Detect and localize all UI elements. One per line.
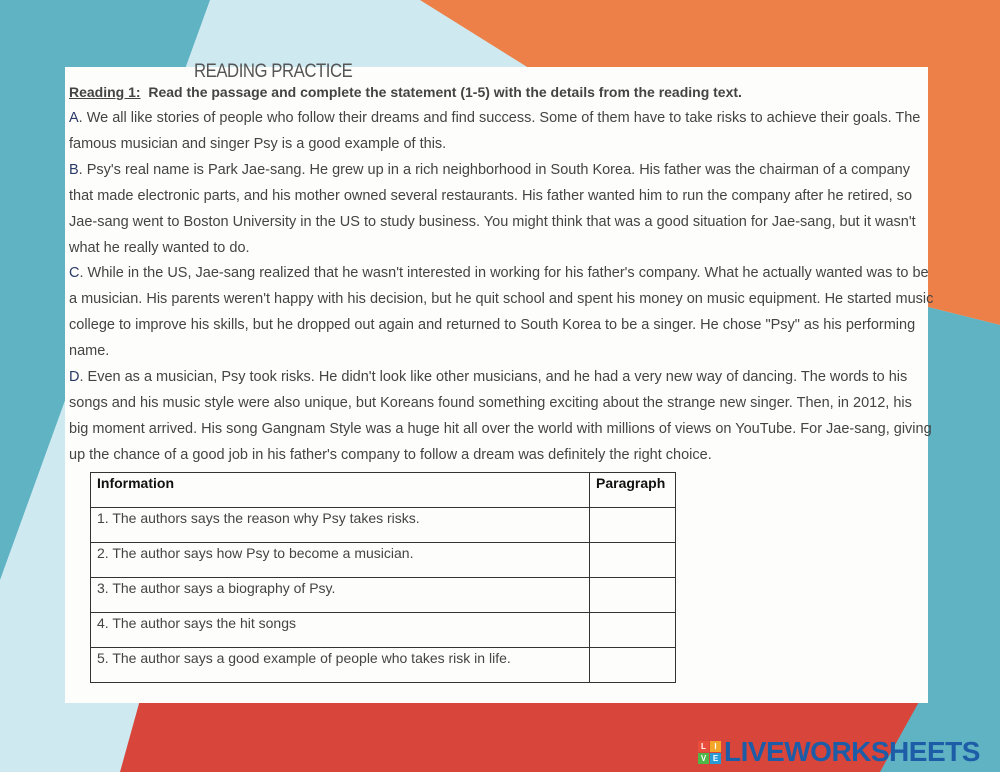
statement-2: 2. The author says how Psy to become a musician. [91, 543, 590, 578]
paragraph-letter: B [69, 161, 79, 178]
paragraph-letter: A [69, 110, 79, 126]
table-row [91, 648, 676, 683]
answer-field-2[interactable] [590, 543, 676, 578]
instruction-label: Reading 1: [69, 84, 141, 100]
liveworksheets-logo[interactable] [698, 738, 980, 766]
answer-field-1[interactable] [590, 508, 676, 543]
statement-4: 4. The author says the hit songs [91, 613, 590, 648]
answer-field-4[interactable] [590, 613, 676, 648]
reading-passage [69, 106, 935, 469]
table-header-row [91, 473, 676, 508]
logo-letter-e: E [710, 753, 721, 764]
logo-text: LIVEWORKSHEETS [724, 736, 980, 767]
paragraph-d [69, 365, 935, 469]
answer-field-5[interactable] [590, 648, 676, 683]
paragraph-text: . While in the US, Jae-sang realized that he wasn't interested in working for his father's company. What he actually wanted was to be a musician. His parents weren't happy with his decision, but he quit school and spent his money on music equipment. He started music college to improve his skills, but he dropped out again and returned to South Korea to be a singer. He chose "Psy" as his performing name. [69, 265, 934, 360]
paragraph-a [69, 106, 935, 158]
instruction-text: Read the passage and complete the statement (1-5) with the details from the reading text. [148, 84, 742, 100]
paragraph-text: . Psy's real name is Park Jae-sang. He grew up in a rich neighborhood in South Korea. His father was the chairman of a company that made electronic parts, and his mother owned several restaurants. His father wanted him to run the company after he retired, so Jae-sang went to Boston University in the US to study business. You might think that was a good situation for Jae-sang, but it wasn't what he really wanted to do. [69, 161, 916, 256]
statement-5: 5. The author says a good example of people who takes risk in life. [91, 648, 590, 683]
paragraph-text: . We all like stories of people who follow their dreams and find success. Some of them have to take risks to achieve their goals. The famous musician and singer Psy is a good example of this. [69, 110, 921, 152]
logo-letter-v: V [698, 753, 709, 764]
header-paragraph: Paragraph [590, 473, 676, 508]
header-information: Information [91, 473, 590, 508]
logo-letter-l: L [698, 741, 709, 752]
paragraph-c [69, 261, 935, 365]
paragraph-letter: D [69, 369, 80, 386]
paragraph-letter: C [69, 265, 80, 282]
paragraph-b [69, 158, 935, 262]
logo-letter-i: I [710, 741, 721, 752]
statement-1: 1. The authors says the reason why Psy takes risks. [91, 508, 590, 543]
statement-3: 3. The author says a biography of Psy. [91, 578, 590, 613]
logo-icon [698, 741, 721, 764]
table-row [91, 613, 676, 648]
table-row [91, 578, 676, 613]
table-row [91, 508, 676, 543]
paragraph-text: . Even as a musician, Psy took risks. He didn't look like other musicians, and he had a very new way of dancing. The words to his songs and his music style were also unique, but Koreans found something exciting about the strange new singer. Then, in 2012, his big moment arrived. His song Gangnam Style was a huge hit all over the world with millions of views on YouTube. For Jae-sang, giving up the chance of a good job in his father's company to follow a dream was definitely the right choice. [69, 369, 932, 463]
table-row [91, 543, 676, 578]
instruction [69, 84, 742, 100]
matching-table [90, 472, 676, 683]
answer-field-3[interactable] [590, 578, 676, 613]
page-title: READING PRACTICE [194, 61, 353, 82]
